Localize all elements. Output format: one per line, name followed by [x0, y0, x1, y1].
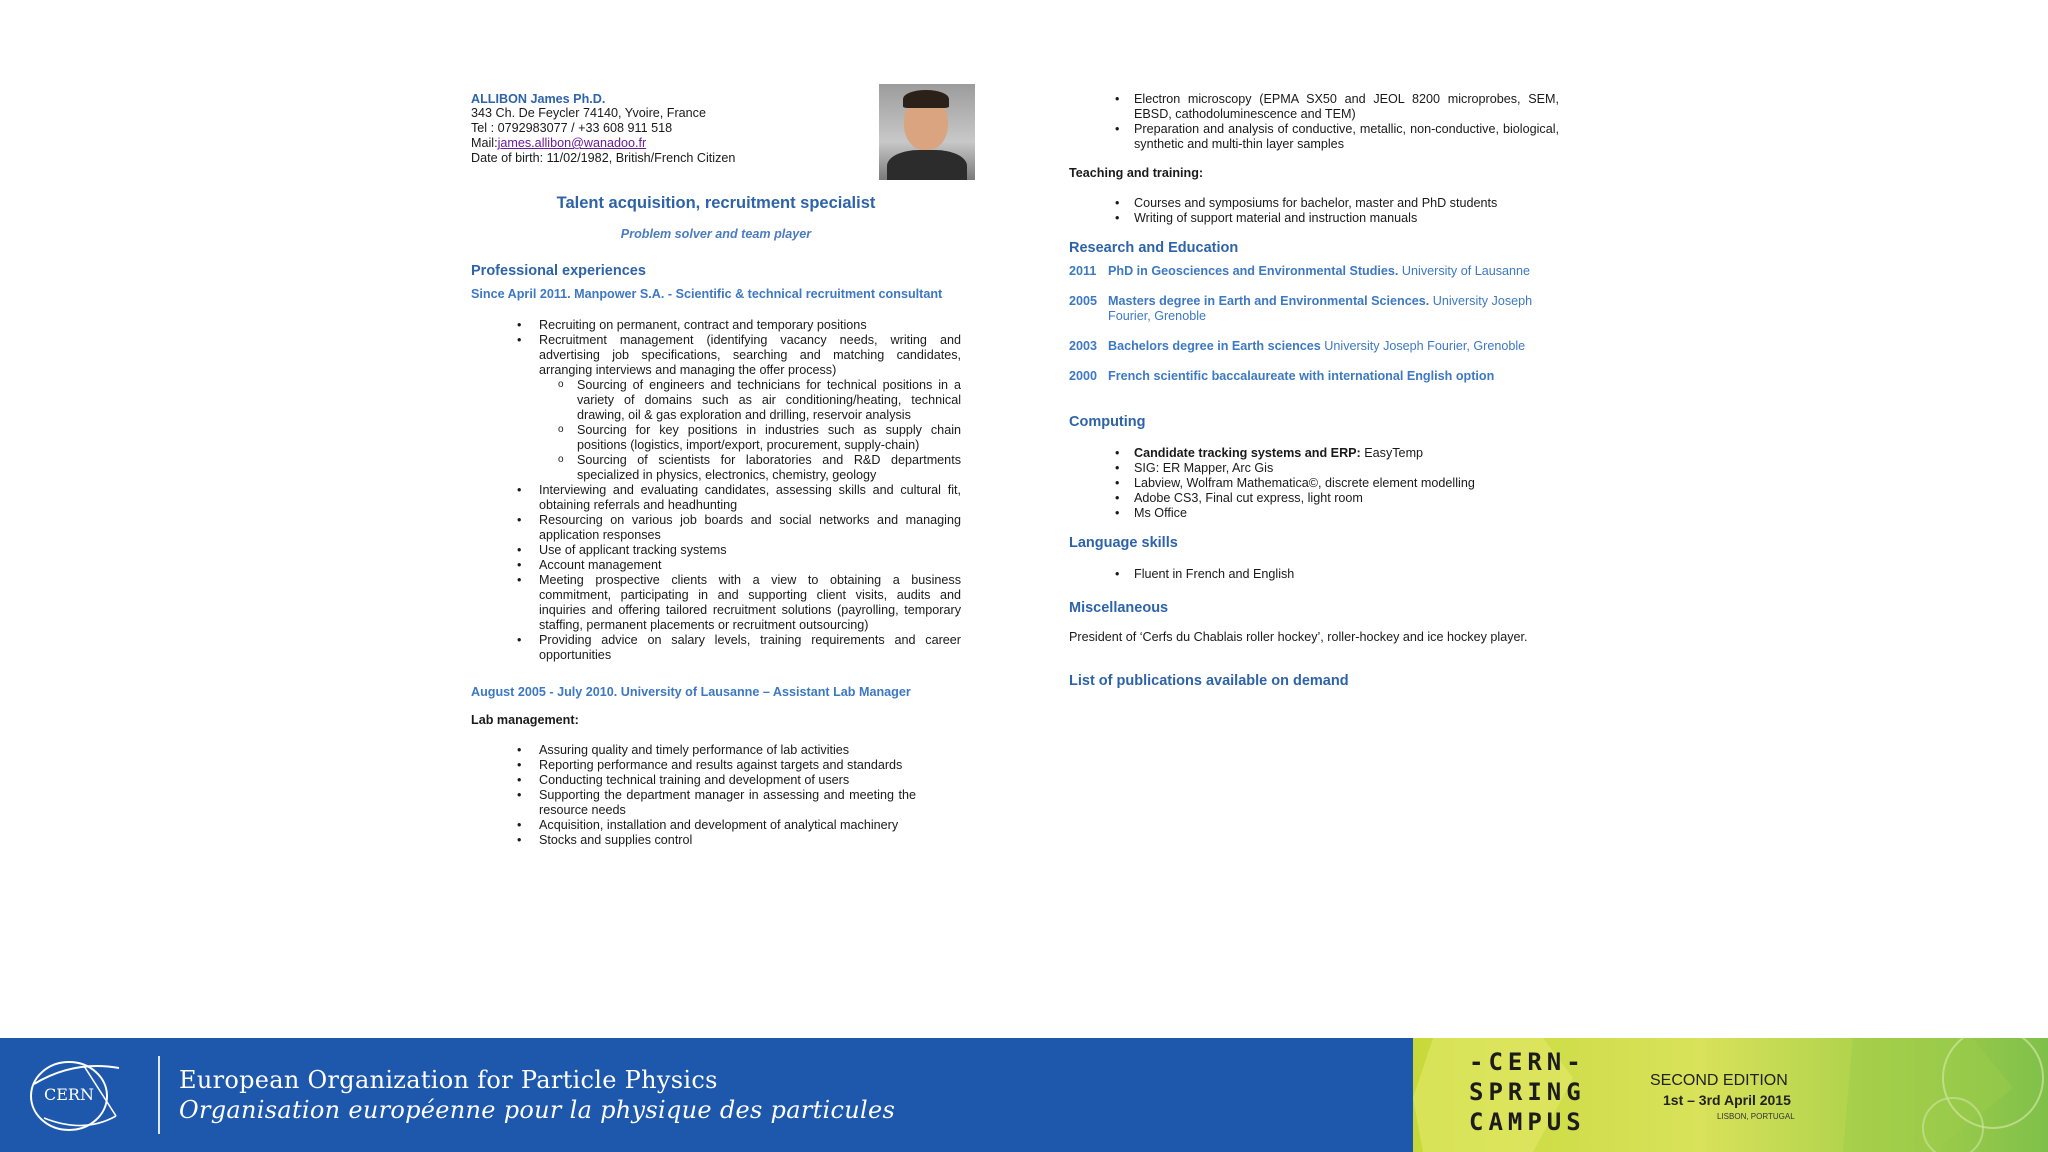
list-item: • Acquisition, installation and development of analytical machinery [471, 818, 916, 833]
list-item: o Sourcing of scientists for laboratories and R&D departments specialized in physics, electronics, chemistry, geology [471, 453, 961, 483]
list-item: • Electron microscopy (EPMA SX50 and JEOL 8200 microprobes, SEM, EBSD, cathodoluminescence and TEM) [1069, 92, 1559, 122]
cv-left-column [471, 92, 961, 848]
list-item: • Preparation and analysis of conductive, metallic, non-conductive, biological, synthetic and multi-thin layer samples [1069, 122, 1559, 152]
list-item: • Recruitment management (identifying vacancy needs, writing and advertising job specifications, searching and matching candidates, arranging interviews and managing the offer process) [471, 333, 961, 378]
footer-divider [158, 1056, 160, 1134]
list-item: • Candidate tracking systems and ERP: EasyTemp [1069, 446, 1559, 461]
list-item: • Conducting technical training and development of users [471, 773, 916, 788]
list-item: • SIG: ER Mapper, Arc Gis [1069, 461, 1559, 476]
education-row [1069, 369, 1559, 384]
education-year: 2011 [1069, 264, 1097, 278]
job1-sublist [471, 378, 961, 483]
education-year: 2005 [1069, 294, 1098, 308]
education-text: PhD in Geosciences and Environmental Studies. University of Lausanne [1108, 264, 1531, 278]
teaching-list [1069, 196, 1559, 226]
section-misc: Miscellaneous [1069, 600, 1169, 616]
list-item: o Sourcing for key positions in industries such as supply chain positions (logistics, import/export, procurement, supply-chain) [471, 423, 961, 453]
list-item: • Reporting performance and results against targets and standards [471, 758, 916, 773]
list-item: • Labview, Wolfram Mathematica©, discrete element modelling [1069, 476, 1559, 491]
list-item: • Meeting prospective clients with a view to obtaining a business commitment, participating in and supporting client visits, audits and inquiries and offering tailored recruitment solutions (payrolling, temporary staffing, permanent placements or recruitment outsourcing) [471, 573, 961, 633]
campus-dates: 1st – 3rd April 2015 [1663, 1092, 1791, 1108]
cv-right-column [1069, 92, 1559, 689]
language-list [1069, 567, 1559, 582]
list-item: • Assuring quality and timely performance of lab activities [471, 743, 916, 758]
misc-text: President of ‘Cerfs du Chablais roller hockey’, roller-hockey and ice hockey player. [1069, 630, 1528, 644]
list-item: • Writing of support material and instruction manuals [1069, 211, 1559, 226]
cv-subtitle: Problem solver and team player [620, 227, 812, 241]
cern-logo [24, 1056, 124, 1136]
footer-org-en: European Organization for Particle Physics [179, 1066, 718, 1094]
list-item: • Fluent in French and English [1069, 567, 1559, 582]
education-row [1069, 294, 1559, 324]
education-row [1069, 339, 1559, 354]
mail-label: Mail: [471, 136, 498, 150]
cv-address: 343 Ch. De Feycler 74140, Yvoire, France [471, 106, 706, 120]
campus-word-1: -CERN- [1469, 1048, 1586, 1076]
profile-photo [879, 84, 975, 180]
job-manpower: Since April 2011. Manpower S.A. - Scientific & technical recruitment consultant [471, 287, 943, 301]
skills-list [1069, 92, 1559, 152]
lab-list [471, 743, 916, 848]
list-item: • Stocks and supplies control [471, 833, 916, 848]
footer-org-fr: Organisation européenne pour la physique des particules [179, 1096, 896, 1124]
list-item: • Interviewing and evaluating candidates, assessing skills and cultural fit, obtaining referrals and headhunting [471, 483, 961, 513]
education-row [1069, 264, 1559, 279]
list-item: • Supporting the department manager in assessing and meeting the resource needs [471, 788, 916, 818]
section-research: Research and Education [1069, 240, 1239, 256]
campus-word-3: CAMPUS [1469, 1108, 1586, 1136]
list-item: • Adobe CS3, Final cut express, light room [1069, 491, 1559, 506]
section-language: Language skills [1069, 535, 1178, 551]
job1-list [471, 318, 961, 378]
list-item: • Use of applicant tracking systems [471, 543, 961, 558]
list-item: • Courses and symposiums for bachelor, master and PhD students [1069, 196, 1559, 211]
education-text: Masters degree in Earth and Environmental Sciences. University Joseph Fourier, Grenoble [1108, 294, 1533, 323]
email-link[interactable]: james.allibon@wanadoo.fr [497, 136, 647, 150]
list-item: • Ms Office [1069, 506, 1559, 521]
education-text: French scientific baccalaureate with international English option [1108, 369, 1495, 383]
education-year: 2000 [1069, 369, 1098, 383]
computing-list [1069, 446, 1559, 521]
cv-phone: Tel : 0792983077 / +33 608 911 518 [471, 121, 673, 135]
cv-dob: Date of birth: 11/02/1982, British/French Citizen [471, 151, 736, 165]
job1-list-2 [471, 483, 961, 663]
teaching-heading: Teaching and training: [1069, 166, 1204, 180]
list-item: • Account management [471, 558, 961, 573]
list-item: • Providing advice on salary levels, training requirements and career opportunities [471, 633, 961, 663]
education-year: 2003 [1069, 339, 1098, 353]
cv-name: ALLIBON James Ph.D. [471, 92, 606, 106]
education-text: Bachelors degree in Earth sciences University Joseph Fourier, Grenoble [1108, 339, 1526, 353]
campus-word-2: SPRING [1469, 1078, 1586, 1106]
list-item: • Resourcing on various job boards and social networks and managing application responses [471, 513, 961, 543]
lab-heading: Lab management: [471, 713, 579, 727]
section-computing: Computing [1069, 414, 1146, 430]
spring-campus-banner [1413, 1038, 2048, 1152]
campus-location: LISBON, PORTUGAL [1717, 1112, 1795, 1121]
campus-edition: SECOND EDITION [1650, 1072, 1788, 1089]
section-professional: Professional experiences [471, 263, 646, 279]
svg-text:CERN: CERN [44, 1085, 94, 1104]
list-item: • Recruiting on permanent, contract and temporary positions [471, 318, 961, 333]
cv-title: Talent acquisition, recruitment specialist [556, 194, 876, 212]
publications-note: List of publications available on demand [1069, 673, 1349, 689]
job-lausanne: August 2005 - July 2010. University of Lausanne – Assistant Lab Manager [471, 685, 911, 699]
list-item: o Sourcing of engineers and technicians for technical positions in a variety of domains such as air conditioning/heating, technical drawing, oil & gas exploration and drilling, reservoir analysis [471, 378, 961, 423]
